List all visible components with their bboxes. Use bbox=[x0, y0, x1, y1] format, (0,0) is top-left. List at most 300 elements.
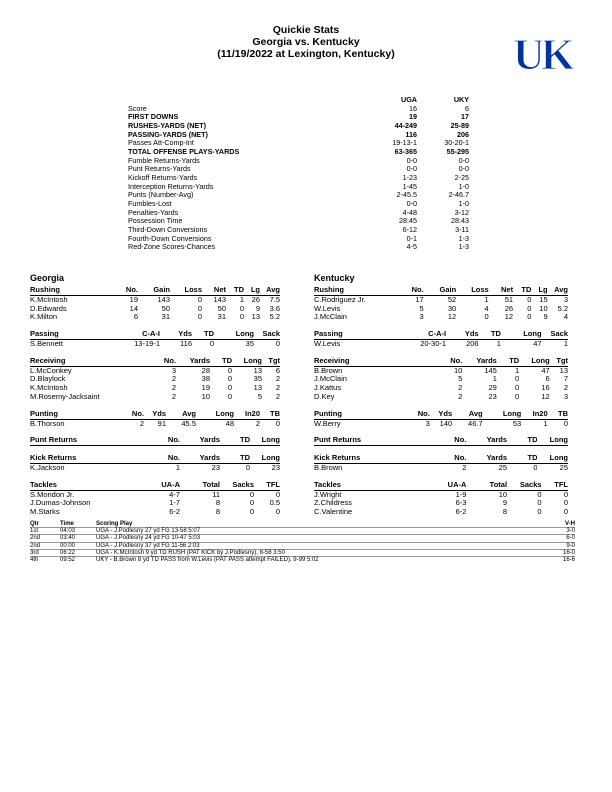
georgia-tackles-block bbox=[30, 481, 280, 517]
scoring-play: UGA - J.Podlesny 37 yd FG 11-56 2:03 bbox=[96, 542, 535, 549]
stat-uky: 28:43 bbox=[451, 216, 469, 226]
time: 00:00 bbox=[60, 542, 96, 549]
stat-uky: 3-12 bbox=[454, 207, 469, 217]
scoring-table bbox=[30, 521, 575, 563]
stat-value: 9 bbox=[255, 304, 260, 313]
player-name: M.Rosemy-Jacksaint bbox=[30, 392, 100, 401]
stat-value: 0 bbox=[227, 392, 232, 401]
player-name: J.Kattus bbox=[314, 384, 342, 393]
kentucky-tackles-table bbox=[314, 481, 568, 517]
section-header bbox=[30, 286, 280, 295]
player-row bbox=[314, 305, 568, 314]
stat-value: 13 bbox=[253, 384, 262, 393]
player-row bbox=[314, 419, 568, 428]
column-header: Net bbox=[489, 286, 513, 295]
stat-value: 1 bbox=[543, 419, 548, 428]
team-stat-row bbox=[128, 243, 469, 252]
stat-value: 0 bbox=[275, 419, 280, 428]
column-header: Yards bbox=[462, 357, 497, 366]
player-name: D.Key bbox=[314, 392, 335, 401]
player-name: J.Dumas-Johnson bbox=[30, 499, 91, 508]
player-name: K.McIntosh bbox=[30, 384, 68, 393]
kentucky-kick-returns-table bbox=[314, 454, 568, 473]
column-header: Avg bbox=[166, 410, 196, 419]
section-header bbox=[30, 436, 280, 445]
stat-value: 2 bbox=[462, 463, 467, 472]
stat-value: 13 bbox=[253, 366, 262, 375]
player-name: J.McClain bbox=[314, 375, 347, 384]
column-header: Passing bbox=[314, 330, 405, 339]
column-header: C-A-I bbox=[120, 330, 160, 339]
georgia-receiving-table bbox=[30, 357, 280, 402]
section-gap bbox=[30, 473, 280, 481]
stat-value: 12 bbox=[504, 313, 514, 322]
section-header bbox=[30, 357, 280, 366]
column-header: No. bbox=[140, 454, 180, 463]
stat-uky: 17 bbox=[461, 112, 469, 122]
stat-uky: 2-46.7 bbox=[448, 190, 469, 200]
player-name: J.McClain bbox=[314, 313, 347, 322]
stat-value: 30 bbox=[447, 304, 457, 313]
score: 3-0 bbox=[535, 528, 575, 535]
stat-value: 9 bbox=[543, 313, 548, 322]
stat-value: 28 bbox=[201, 366, 210, 375]
stat-value: 0 bbox=[227, 375, 232, 384]
stat-uky: 25-89 bbox=[450, 120, 469, 130]
column-header: No. bbox=[426, 436, 467, 445]
stat-label: Interception Returns-Yards bbox=[128, 181, 214, 191]
stat-value: 0 bbox=[249, 508, 254, 517]
stat-uga: 4-5 bbox=[406, 242, 417, 252]
stat-value: 0 bbox=[537, 490, 542, 499]
column-header: TD bbox=[220, 436, 250, 445]
column-header: No. bbox=[150, 357, 176, 366]
player-name: B.Brown bbox=[314, 366, 343, 375]
column-header: UA-A bbox=[130, 481, 180, 490]
player-row bbox=[30, 499, 280, 508]
column-header: Total bbox=[180, 481, 220, 490]
stat-value: 4 bbox=[484, 304, 489, 313]
quarter: 1st bbox=[30, 528, 60, 535]
stat-uga: 19 bbox=[409, 112, 417, 122]
stat-uga: 0-1 bbox=[406, 233, 417, 243]
stat-value: 206 bbox=[466, 339, 479, 348]
georgia-punting-table bbox=[30, 410, 280, 429]
stat-value: 143 bbox=[157, 295, 170, 304]
stat-value: 0 bbox=[533, 463, 538, 472]
georgia-section bbox=[30, 273, 280, 517]
stat-value: 10 bbox=[453, 366, 463, 375]
stat-label: Possession Time bbox=[128, 216, 183, 226]
stat-value: 2 bbox=[458, 384, 463, 393]
stat-value: 0 bbox=[209, 339, 214, 348]
column-header: Punting bbox=[314, 410, 405, 419]
column-header: Avg bbox=[260, 286, 280, 295]
stat-label: Kickoff Returns-Yards bbox=[128, 172, 198, 182]
section-header bbox=[30, 410, 280, 419]
section-header bbox=[314, 454, 568, 463]
player-name: K.McIntosh bbox=[30, 295, 68, 304]
column-header: Yards bbox=[180, 454, 220, 463]
stat-value: 6 bbox=[133, 313, 138, 322]
stat-value: 0 bbox=[563, 490, 568, 499]
stat-value: 0 bbox=[537, 508, 542, 517]
stat-value: 91 bbox=[157, 419, 166, 428]
stat-value: 140 bbox=[439, 419, 453, 428]
georgia-punting-block bbox=[30, 410, 280, 429]
team-stat-row bbox=[128, 105, 469, 114]
stat-uky: 1-0 bbox=[458, 181, 469, 191]
stat-value: 31 bbox=[161, 313, 170, 322]
stat-label: PASSING-YARDS (NET) bbox=[128, 129, 208, 139]
stat-uky: 1-0 bbox=[458, 198, 469, 208]
georgia-rushing-table bbox=[30, 286, 280, 322]
column-header: Sack bbox=[542, 330, 568, 339]
column-header: In20 bbox=[521, 410, 547, 419]
column-header: TB bbox=[548, 410, 568, 419]
stat-value: 4 bbox=[563, 313, 568, 322]
stat-value: 2 bbox=[171, 384, 176, 393]
stat-uga: 0-0 bbox=[406, 155, 417, 165]
stat-value: 2 bbox=[255, 419, 260, 428]
stat-value: 0 bbox=[563, 508, 568, 517]
stat-value: 0 bbox=[197, 295, 202, 304]
player-name: K.Milton bbox=[30, 313, 58, 322]
player-name: C.Rodriguez Jr. bbox=[314, 295, 366, 304]
stat-uga: 44-249 bbox=[394, 120, 417, 130]
score: 9-0 bbox=[535, 542, 575, 549]
stat-value: 35 bbox=[245, 339, 254, 348]
kentucky-section bbox=[314, 273, 568, 517]
column-header: Sacks bbox=[507, 481, 542, 490]
player-row bbox=[314, 295, 568, 304]
column-header: Yds bbox=[160, 330, 192, 339]
column-header: No. bbox=[405, 410, 429, 419]
column-header: Gain bbox=[138, 286, 170, 295]
stat-value: 7.5 bbox=[269, 295, 280, 304]
time: 03:40 bbox=[60, 535, 96, 542]
stat-uga: 63-365 bbox=[394, 146, 417, 156]
stat-uga: 4-48 bbox=[402, 207, 417, 217]
stat-value: 12 bbox=[447, 313, 457, 322]
stat-value: 53 bbox=[512, 419, 522, 428]
time: 09:52 bbox=[60, 557, 96, 564]
section-gap bbox=[314, 446, 568, 454]
stat-value: 4-7 bbox=[169, 490, 180, 499]
team-stats-header bbox=[128, 96, 469, 105]
column-header: Long bbox=[232, 357, 262, 366]
stat-value: 0 bbox=[239, 313, 244, 322]
player-name: D.Blaylock bbox=[30, 375, 66, 384]
stat-value: 0 bbox=[227, 366, 232, 375]
column-header: Yds bbox=[144, 410, 166, 419]
column-header: Long bbox=[196, 410, 234, 419]
section-header bbox=[30, 481, 280, 490]
stat-value: 10 bbox=[539, 304, 548, 313]
column-header: No. bbox=[140, 436, 180, 445]
column-header: Tackles bbox=[30, 481, 130, 490]
stat-value: 0 bbox=[563, 419, 568, 428]
column-header: Sack bbox=[254, 330, 280, 339]
stat-uky: 6 bbox=[465, 103, 469, 113]
section-header bbox=[314, 410, 568, 419]
logo-text: UK bbox=[513, 33, 571, 75]
section-gap bbox=[314, 473, 568, 481]
player-row bbox=[30, 490, 280, 499]
date-site: (11/19/2022 at Lexington, Kentucky) bbox=[217, 48, 395, 60]
stat-value: 0 bbox=[275, 508, 280, 517]
column-header: Tackles bbox=[314, 481, 416, 490]
player-name: W.Levis bbox=[314, 339, 341, 348]
stat-value: 145 bbox=[484, 366, 497, 375]
stat-uky: 0-0 bbox=[458, 164, 469, 174]
stat-value: 2 bbox=[171, 375, 176, 384]
player-row bbox=[314, 490, 568, 499]
column-header: Total bbox=[466, 481, 507, 490]
player-row bbox=[30, 366, 280, 375]
stat-value: 7 bbox=[563, 375, 568, 384]
scoring-play-row bbox=[30, 528, 575, 535]
section-gap bbox=[314, 402, 568, 410]
georgia-punt-returns-table bbox=[30, 436, 280, 446]
column-header: Punt Returns bbox=[30, 436, 140, 445]
scoring-play: UKY - B.Brown 8 yd TD PASS from W.Levis (PAT PASS attempt FAILED), 9-99 5:02 bbox=[96, 557, 535, 564]
column-header: Passing bbox=[30, 330, 120, 339]
stat-label: Third-Down Conversions bbox=[128, 224, 208, 234]
stat-value: 6 bbox=[275, 366, 280, 375]
kentucky-receiving-table bbox=[314, 357, 568, 402]
player-name: W.Berry bbox=[314, 419, 341, 428]
column-header: Tgt bbox=[262, 357, 280, 366]
stat-value: 13 bbox=[559, 366, 568, 375]
column-header: TB bbox=[260, 410, 280, 419]
column-header: TD bbox=[210, 357, 232, 366]
column-header: TD bbox=[220, 454, 250, 463]
stat-uky: 206 bbox=[457, 129, 469, 139]
column-header: Kick Returns bbox=[314, 454, 426, 463]
time: 04:03 bbox=[60, 528, 96, 535]
stat-value: 0 bbox=[275, 490, 280, 499]
stat-label: TOTAL OFFENSE PLAYS-YARDS bbox=[128, 146, 240, 156]
kentucky-passing-table bbox=[314, 330, 568, 349]
column-header: Avg bbox=[548, 286, 568, 295]
column-header: Yards bbox=[176, 357, 210, 366]
stat-value: 48 bbox=[225, 419, 234, 428]
stat-uga: 1-23 bbox=[402, 172, 417, 182]
stat-value: 26 bbox=[251, 295, 260, 304]
stat-value: 11 bbox=[212, 490, 220, 499]
stat-label: Fourth-Down Conversions bbox=[128, 233, 212, 243]
georgia-title: Georgia bbox=[30, 273, 65, 283]
player-name: L.McConkey bbox=[30, 366, 72, 375]
player-row bbox=[314, 366, 568, 375]
scoring-play-row bbox=[30, 542, 575, 549]
stat-value: 45.5 bbox=[181, 419, 196, 428]
stat-uga: 16 bbox=[409, 103, 417, 113]
column-header: Avg bbox=[452, 410, 482, 419]
stat-value: 1 bbox=[515, 366, 520, 375]
player-row bbox=[30, 463, 280, 472]
column-header: Lg bbox=[244, 286, 260, 295]
column-header: Yds bbox=[446, 330, 479, 339]
section-gap bbox=[314, 322, 568, 330]
stat-value: 2 bbox=[275, 384, 280, 393]
section-gap bbox=[30, 428, 280, 436]
georgia-kick-returns-block bbox=[30, 454, 280, 473]
column-header: No. bbox=[436, 357, 462, 366]
quarter: 2nd bbox=[30, 535, 60, 542]
column-header: Net bbox=[202, 286, 226, 295]
georgia-punt-returns-block bbox=[30, 436, 280, 446]
player-row bbox=[30, 305, 280, 314]
georgia-passing-block bbox=[30, 330, 280, 349]
section-header bbox=[30, 330, 280, 339]
player-name: B.Thorson bbox=[30, 419, 65, 428]
stat-value: 47 bbox=[541, 366, 550, 375]
section-header bbox=[314, 481, 568, 490]
stat-value: 5.2 bbox=[557, 304, 568, 313]
col-uky: UKY bbox=[453, 95, 469, 104]
player-name: K.Jackson bbox=[30, 463, 65, 472]
stat-value: 5 bbox=[419, 304, 424, 313]
column-header: Long bbox=[501, 330, 542, 339]
stat-value: 19 bbox=[201, 384, 210, 393]
player-row bbox=[30, 384, 280, 393]
stat-label: Score bbox=[128, 103, 147, 113]
col-uga: UGA bbox=[401, 95, 417, 104]
stat-value: 0 bbox=[537, 499, 542, 508]
stat-value: 23 bbox=[488, 392, 497, 401]
section-header bbox=[30, 454, 280, 463]
stat-value: 12 bbox=[541, 392, 550, 401]
column-header: TFL bbox=[254, 481, 280, 490]
player-row bbox=[314, 375, 568, 384]
column-header: Loss bbox=[456, 286, 489, 295]
stat-label: Passes Att-Comp-Int bbox=[128, 138, 194, 148]
stat-value: 3 bbox=[563, 392, 568, 401]
stat-value: 2 bbox=[458, 392, 463, 401]
column-header: TD bbox=[507, 436, 537, 445]
player-name: S.Bennett bbox=[30, 339, 63, 348]
player-name: Z.Childress bbox=[314, 499, 352, 508]
column-header: TD bbox=[513, 286, 531, 295]
column-header: Yds bbox=[430, 410, 452, 419]
section-gap bbox=[30, 349, 280, 357]
georgia-passing-table bbox=[30, 330, 280, 349]
column-header: Loss bbox=[170, 286, 202, 295]
stat-value: 3 bbox=[563, 295, 568, 304]
stat-label: Punt Returns-Yards bbox=[128, 164, 191, 174]
stat-value: 5 bbox=[257, 392, 262, 401]
stat-value: 2 bbox=[563, 384, 568, 393]
stat-value: 2 bbox=[139, 419, 144, 428]
kentucky-kick-returns-block bbox=[314, 454, 568, 473]
column-header: Gain bbox=[424, 286, 457, 295]
stat-value: 143 bbox=[213, 295, 226, 304]
column-header: Yards bbox=[466, 454, 507, 463]
stat-value: 1 bbox=[563, 339, 568, 348]
player-row bbox=[314, 313, 568, 322]
time: 06:22 bbox=[60, 549, 96, 556]
stat-uga: 116 bbox=[405, 129, 417, 139]
stat-uga: 19-13-1 bbox=[392, 138, 417, 148]
scoring-column-header: Scoring Play bbox=[96, 521, 133, 527]
stat-value: 0 bbox=[197, 313, 202, 322]
stat-uky: 0-0 bbox=[458, 155, 469, 165]
team-stat-row bbox=[128, 200, 469, 209]
player-row bbox=[30, 295, 280, 304]
stat-uga: 6-12 bbox=[402, 224, 417, 234]
player-row bbox=[314, 384, 568, 393]
stat-value: 23 bbox=[211, 463, 220, 472]
section-gap bbox=[314, 428, 568, 436]
player-row bbox=[30, 393, 280, 402]
scoring-play-row bbox=[30, 549, 575, 556]
stat-value: 51 bbox=[504, 295, 514, 304]
section-header bbox=[314, 357, 568, 366]
column-header: Tgt bbox=[550, 357, 568, 366]
stat-label: Penalties-Yards bbox=[128, 207, 179, 217]
player-name: S.Mondon Jr. bbox=[30, 490, 75, 499]
stat-value: 0 bbox=[245, 463, 250, 472]
stat-value: 14 bbox=[129, 304, 138, 313]
stat-value: 0 bbox=[249, 499, 254, 508]
column-header: TD bbox=[226, 286, 244, 295]
stat-value: 10 bbox=[201, 392, 210, 401]
stat-value: 20-30-1 bbox=[420, 339, 447, 348]
stat-value: 9 bbox=[502, 499, 508, 508]
stat-value: 8 bbox=[215, 499, 220, 508]
scoring-column-header: V-H bbox=[564, 521, 575, 527]
scoring-column-header: Qtr bbox=[30, 521, 39, 527]
score: 16-0 bbox=[535, 549, 575, 556]
player-name: C.Valentine bbox=[314, 508, 353, 517]
stat-value: 0 bbox=[515, 375, 520, 384]
stat-value: 35 bbox=[253, 375, 262, 384]
column-header: TD bbox=[192, 330, 214, 339]
stat-value: 2 bbox=[275, 392, 280, 401]
stat-value: 3.6 bbox=[269, 304, 280, 313]
column-header: Kick Returns bbox=[30, 454, 140, 463]
stat-uga: 0-0 bbox=[406, 198, 417, 208]
stat-value: 5.2 bbox=[269, 313, 280, 322]
quarter: 2nd bbox=[30, 542, 60, 549]
column-header: Rushing bbox=[30, 286, 112, 295]
stat-value: 6-2 bbox=[455, 508, 467, 517]
player-row bbox=[314, 463, 568, 472]
stat-value: 0 bbox=[239, 304, 244, 313]
column-header: Punting bbox=[30, 410, 120, 419]
stat-uky: 55-295 bbox=[446, 146, 469, 156]
stat-uky: 3-11 bbox=[455, 224, 469, 234]
scoring-play: UGA - K.McIntosh 9 yd TD RUSH (PAT KICK by J.Podlesny), 8-58 3:50 bbox=[96, 549, 535, 556]
quarter: 4th bbox=[30, 557, 60, 564]
stat-value: 46.7 bbox=[468, 419, 483, 428]
stat-value: 3 bbox=[425, 419, 430, 428]
kentucky-punting-table bbox=[314, 410, 568, 429]
stat-value: 13-19-1 bbox=[134, 339, 160, 348]
stat-value: 0 bbox=[227, 384, 232, 393]
column-header: UA-A bbox=[416, 481, 467, 490]
stat-value: 13 bbox=[251, 313, 260, 322]
player-row bbox=[314, 508, 568, 517]
column-header: Long bbox=[519, 357, 549, 366]
column-header: No. bbox=[397, 286, 423, 295]
stat-value: 1 bbox=[496, 339, 501, 348]
stat-value: 0 bbox=[527, 295, 532, 304]
stat-label: Red-Zone Scores-Chances bbox=[128, 242, 216, 252]
stat-value: 0 bbox=[515, 392, 520, 401]
